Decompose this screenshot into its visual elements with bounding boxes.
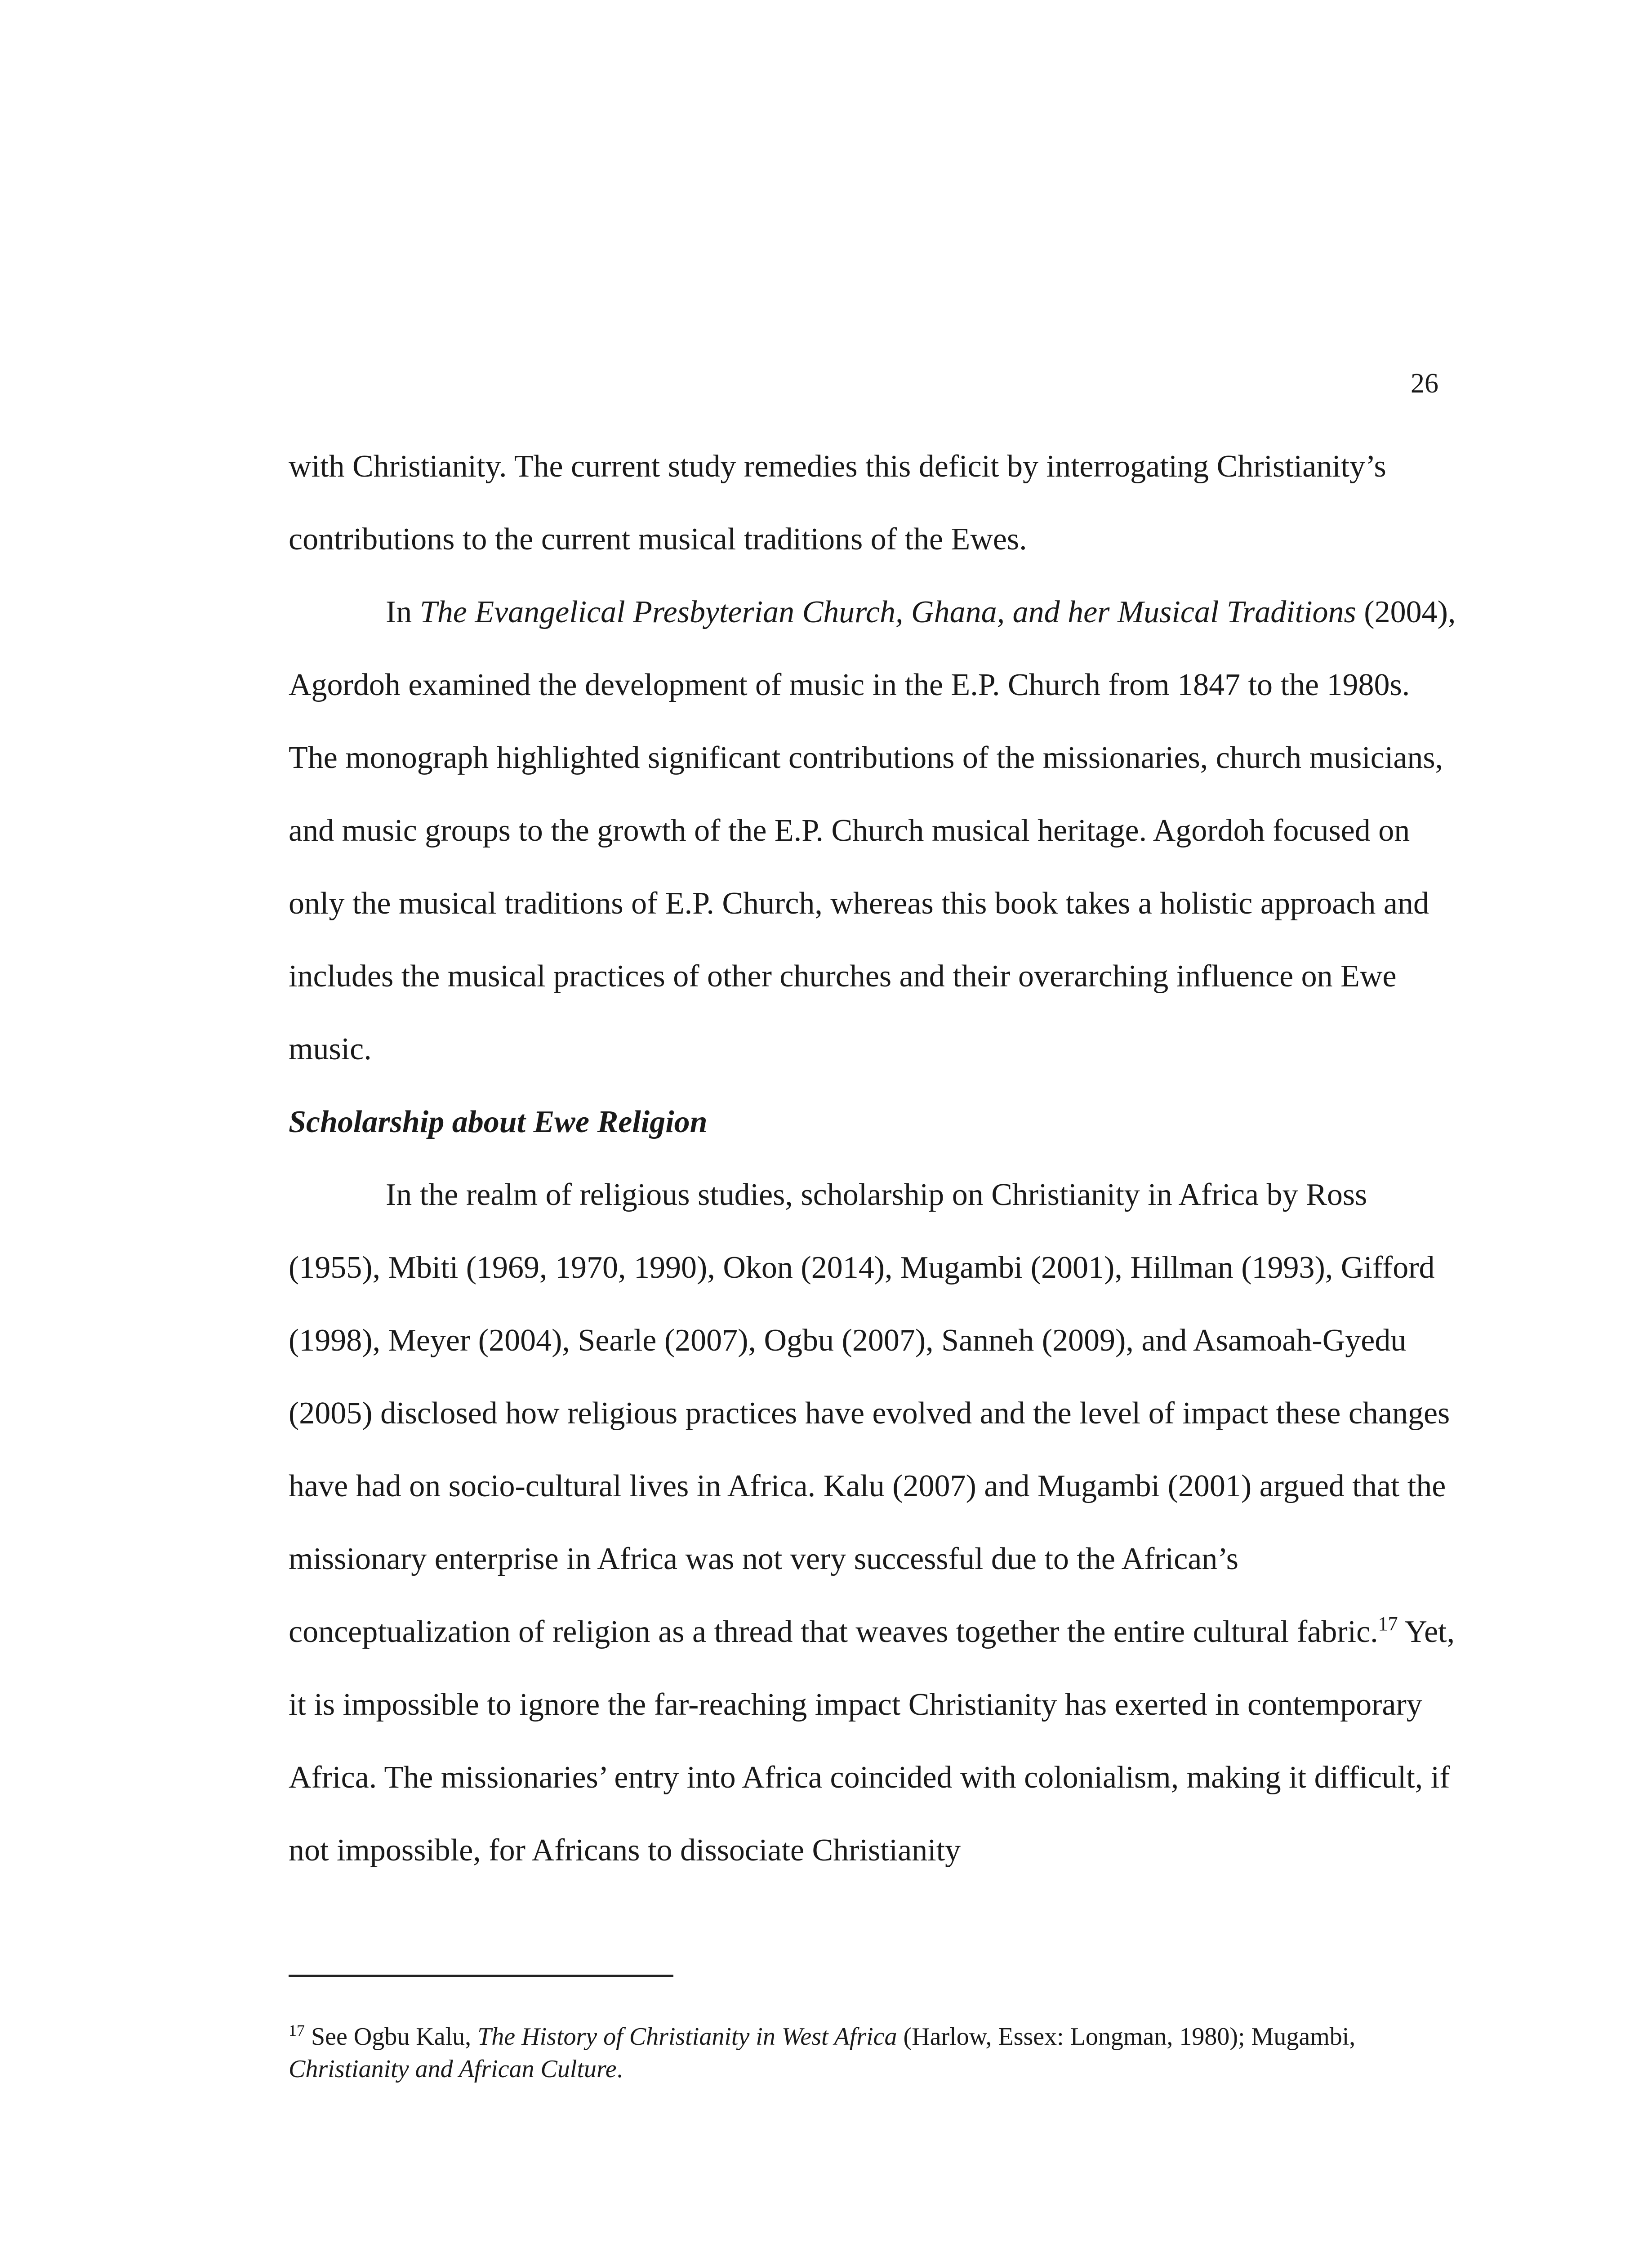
paragraph-religion — [289, 1159, 1457, 1887]
body-text — [289, 430, 1457, 1887]
paragraph-continuation: with Christianity. The current study remedies this deficit by interrogating Christianity’s contributions to the current musical traditions of the Ewes. — [289, 449, 1386, 557]
footnote-text: (Harlow, Essex: Longman, 1980); Mugambi, — [897, 2023, 1356, 2051]
footnote-book-title: Christianity and African Culture — [289, 2055, 617, 2083]
paragraph-text: (2004), Agordoh examined the development of music in the E.P. Church from 1847 to the 1980s. The monograph highlighted significant contributions of the missionaries, church musicians, and music groups to the growth of the E.P. Church musical heritage. Agordoh focused on only the musical traditions of E.P. Church, whereas this book takes a holistic approach and includes the musical practices of other churches and their overarching influence on Ewe music. — [289, 595, 1456, 1066]
paragraph-text: In the realm of religious studies, scholarship on Christianity in Africa by Ross (1955), Mbiti (1969, 1970, 1990), Okon (2014), Mugambi (2001), Hillman (1993), Gifford (1998), Meyer (2004), Searle (2007), Ogbu (2007), Sanneh (2009), and Asamoah-Gyedu (2005) disclosed how religious practices have evolved and the level of impact these changes have had on socio-cultural lives in Africa. Kalu (2007) and Mugambi (2001) argued that the missionary enterprise in Africa was not very successful due to the African’s conceptualization of religion as a thread that weaves together the entire cultural fabric. — [289, 1178, 1450, 1649]
footnote-book-title: The History of Christianity in West Africa — [477, 2023, 897, 2051]
footnote — [289, 2021, 1457, 2085]
page-number: 26 — [1411, 368, 1438, 399]
book-title: The Evangelical Presbyterian Church, Ghana, and her Musical Traditions — [419, 595, 1356, 629]
footnote-text: . — [616, 2055, 623, 2083]
paragraph-agordoh — [289, 576, 1457, 1086]
paragraph-lead: In — [386, 595, 420, 629]
footnote-text: See Ogbu Kalu, — [305, 2023, 478, 2051]
paragraph-text: Yet, it is impossible to ignore the far-reaching impact Christianity has exerted in contemporary Africa. The missionaries’ entry into Africa coincided with colonialism, making it difficult, if not impossible, for Africans to dissociate Christianity — [289, 1615, 1455, 1868]
section-heading: Scholarship about Ewe Religion — [289, 1105, 708, 1139]
footnote-number: 17 — [289, 2021, 305, 2039]
footnote-divider — [289, 1975, 673, 1977]
footnote-reference[interactable]: 17 — [1378, 1613, 1398, 1635]
